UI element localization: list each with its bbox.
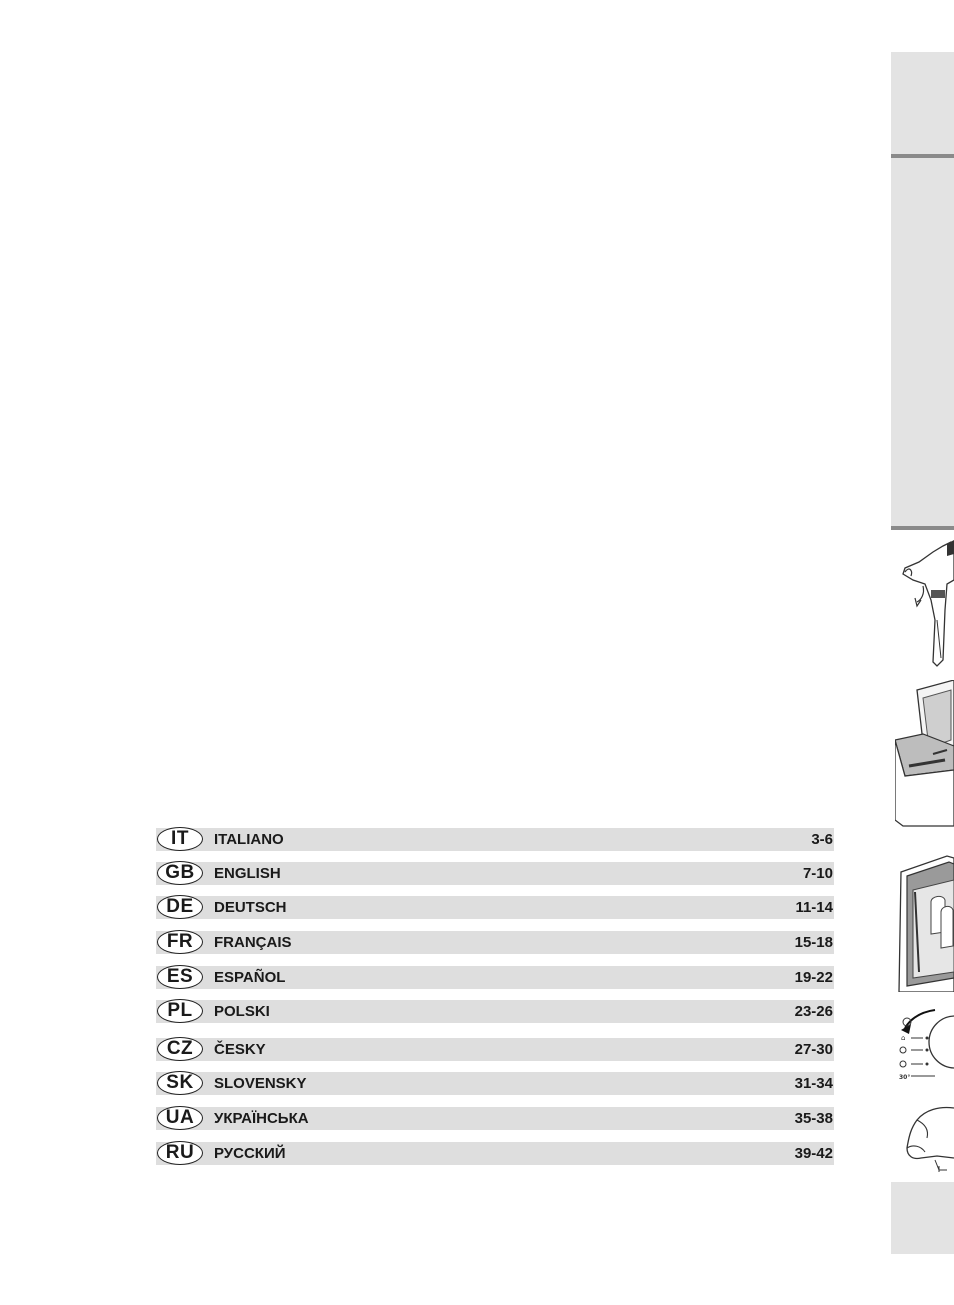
page-range: 31-34 bbox=[794, 1075, 833, 1092]
language-name: РУССКИЙ bbox=[214, 1145, 286, 1162]
page-range: 39-42 bbox=[794, 1145, 833, 1162]
washer-drum-icon bbox=[895, 852, 954, 992]
language-row-es[interactable] bbox=[156, 964, 834, 990]
page-range: 3-6 bbox=[811, 831, 833, 848]
language-code-badge: UA bbox=[157, 1106, 203, 1130]
language-row-fr[interactable] bbox=[156, 929, 834, 955]
language-code-badge: IT bbox=[157, 827, 203, 851]
language-row-it[interactable] bbox=[156, 826, 834, 852]
page-range: 27-30 bbox=[794, 1041, 833, 1058]
language-name: DEUTSCH bbox=[214, 899, 287, 916]
language-name: ESPAÑOL bbox=[214, 969, 286, 986]
language-row-ua[interactable] bbox=[156, 1105, 834, 1131]
side-tab-top bbox=[891, 52, 954, 154]
language-row-sk[interactable] bbox=[156, 1070, 834, 1096]
svg-text:⌂: ⌂ bbox=[901, 1034, 906, 1042]
language-code-badge: RU bbox=[157, 1141, 203, 1165]
language-code-badge: PL bbox=[157, 999, 203, 1023]
language-name: POLSKI bbox=[214, 1003, 270, 1020]
side-tab-middle bbox=[891, 158, 954, 526]
language-row-de[interactable] bbox=[156, 894, 834, 920]
page-range: 23-26 bbox=[794, 1003, 833, 1020]
side-tab-divider-middle bbox=[891, 526, 954, 530]
language-code-badge: ES bbox=[157, 965, 203, 989]
program-dial-icon bbox=[895, 998, 954, 1084]
washer-lid-open-icon bbox=[895, 680, 954, 828]
garment-pockets-icon bbox=[895, 540, 954, 670]
language-name: ITALIANO bbox=[214, 831, 284, 848]
language-row-ru[interactable] bbox=[156, 1140, 834, 1166]
language-name: FRANÇAIS bbox=[214, 934, 292, 951]
language-code-badge: DE bbox=[157, 895, 203, 919]
page-range: 19-22 bbox=[794, 969, 833, 986]
language-row-cz[interactable] bbox=[156, 1036, 834, 1062]
page-range: 15-18 bbox=[794, 934, 833, 951]
page-range: 7-10 bbox=[802, 865, 833, 882]
language-row-gb[interactable] bbox=[156, 860, 834, 886]
language-code-badge: CZ bbox=[157, 1037, 203, 1061]
language-name: УКРАЇНСЬКА bbox=[214, 1110, 309, 1127]
page-range: 11-14 bbox=[795, 899, 833, 916]
language-code-badge: GB bbox=[157, 861, 203, 885]
svg-text:30°: 30° bbox=[899, 1074, 911, 1081]
hand-button-icon bbox=[895, 1100, 954, 1172]
side-tab-bottom bbox=[891, 1182, 954, 1254]
language-code-badge: SK bbox=[157, 1071, 203, 1095]
language-row-pl[interactable] bbox=[156, 998, 834, 1024]
language-name: ENGLISH bbox=[214, 865, 281, 882]
language-code-badge: FR bbox=[157, 930, 203, 954]
language-name: ČESKY bbox=[214, 1041, 266, 1058]
page-range: 35-38 bbox=[794, 1110, 833, 1127]
language-name: SLOVENSKY bbox=[214, 1075, 307, 1092]
